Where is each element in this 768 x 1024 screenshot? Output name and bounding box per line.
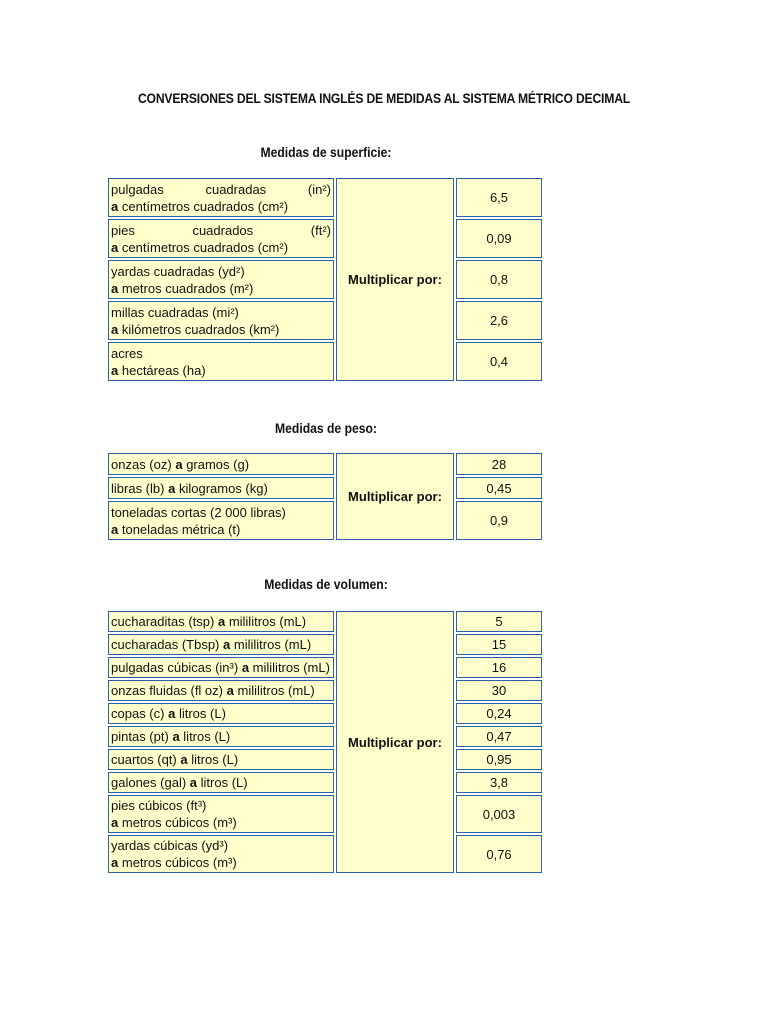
- table-row: [108, 301, 542, 340]
- conversion-value: 16: [456, 657, 542, 678]
- from-unit: cuartos (qt): [111, 752, 177, 767]
- row-label: [108, 260, 334, 299]
- to-unit: metros cúbicos (m³): [121, 815, 237, 830]
- row-label: [108, 301, 334, 340]
- to-unit: metros cúbicos (m³): [121, 855, 237, 870]
- row-label: [108, 703, 334, 724]
- connector-word: a: [111, 198, 119, 214]
- connector-word: a: [111, 321, 119, 337]
- conversion-value: 3,8: [456, 772, 542, 793]
- to-unit: mililitros (mL): [233, 637, 312, 652]
- from-word: (in²): [307, 181, 331, 197]
- to-unit: toneladas métrica (t): [121, 521, 241, 537]
- to-unit: kilogramos (kg): [178, 480, 268, 496]
- row-label: [108, 219, 334, 258]
- to-unit: litros (L): [191, 752, 239, 767]
- conversion-value: 0,45: [456, 477, 542, 499]
- from-unit: pies cúbicos (ft³): [111, 798, 207, 813]
- row-label: [108, 749, 334, 770]
- table-row: [108, 749, 542, 770]
- from-word: pulgadas: [111, 181, 164, 197]
- connector-word: a: [111, 362, 119, 378]
- to-unit: metros cuadrados (m²): [121, 280, 254, 296]
- from-unit: libras (lb): [111, 480, 165, 496]
- connector-word: a: [111, 280, 119, 296]
- connector-word: a: [168, 706, 176, 721]
- row-label: [108, 477, 334, 499]
- connector-word: a: [111, 855, 119, 870]
- table-row: [108, 477, 542, 499]
- conversion-value: 0,8: [456, 260, 542, 299]
- table-row: [108, 795, 542, 833]
- from-unit: pulgadas cúbicas (in³): [111, 660, 239, 675]
- conversion-value: 0,09: [456, 219, 542, 258]
- table-row: [108, 611, 542, 632]
- row-label: [108, 772, 334, 793]
- connector-word: a: [241, 660, 250, 675]
- table-row: [108, 260, 542, 299]
- table-row: [108, 501, 542, 540]
- conversion-value: 0,47: [456, 726, 542, 747]
- row-label: [108, 680, 334, 701]
- row-label: [108, 634, 334, 655]
- multiplier-label: Multiplicar por:: [336, 178, 454, 381]
- row-label: [108, 453, 334, 475]
- to-unit: mililitros (mL): [237, 683, 315, 698]
- to-unit: centímetros cuadrados (cm²): [121, 239, 289, 255]
- table-row: [108, 835, 542, 873]
- row-label: [108, 835, 334, 873]
- row-label: [108, 726, 334, 747]
- from-unit: onzas (oz): [111, 456, 172, 472]
- from-unit: toneladas cortas (2 000 libras): [111, 504, 286, 520]
- row-label: [108, 501, 334, 540]
- from-unit: cucharadas (Tbsp): [111, 637, 220, 652]
- connector-word: a: [217, 614, 226, 629]
- row-label: [108, 178, 334, 217]
- section-heading-volumen: Medidas de volumen:: [264, 577, 388, 592]
- conversion-value: 30: [456, 680, 542, 701]
- conversion-value: 0,9: [456, 501, 542, 540]
- table-row: [108, 342, 542, 381]
- conversion-value: 6,5: [456, 178, 542, 217]
- table-row: [108, 634, 542, 655]
- conversion-value: 2,6: [456, 301, 542, 340]
- to-unit: litros (L): [178, 706, 226, 721]
- page-title: CONVERSIONES DEL SISTEMA INGLÉS DE MEDIDAS AL SISTEMA MÉTRICO DECIMAL: [137, 91, 631, 106]
- to-unit: hectáreas (ha): [121, 362, 206, 378]
- connector-word: a: [226, 683, 234, 698]
- from-unit: pintas (pt): [111, 729, 169, 744]
- from-word: cuadradas: [205, 181, 267, 197]
- from-word: (ft²): [310, 222, 331, 238]
- table-row: [108, 680, 542, 701]
- connector-word: a: [111, 239, 119, 255]
- to-unit: centímetros cuadrados (cm²): [121, 198, 289, 214]
- table-row: [108, 453, 542, 475]
- to-unit: gramos (g): [186, 456, 250, 472]
- conversion-value: 0,24: [456, 703, 542, 724]
- table-superficie: [106, 176, 544, 383]
- connector-word: a: [111, 521, 119, 537]
- row-label: [108, 795, 334, 833]
- conversion-value: 0,003: [456, 795, 542, 833]
- connector-word: a: [172, 729, 180, 744]
- connector-word: a: [168, 480, 176, 496]
- row-label: [108, 611, 334, 632]
- connector-word: a: [223, 637, 231, 652]
- from-unit: galones (gal): [111, 775, 187, 790]
- table-row: [108, 703, 542, 724]
- conversion-value: 5: [456, 611, 542, 632]
- to-unit: kilómetros cuadrados (km²): [121, 321, 280, 337]
- conversion-value: 0,4: [456, 342, 542, 381]
- connector-word: a: [189, 775, 198, 790]
- conversion-value: 28: [456, 453, 542, 475]
- connector-word: a: [175, 456, 183, 472]
- table-row: [108, 657, 542, 678]
- connector-word: a: [111, 815, 119, 830]
- section-heading-peso: Medidas de peso:: [275, 421, 377, 436]
- table-volumen: [106, 609, 544, 875]
- row-label: [108, 657, 334, 678]
- from-unit: onzas fluidas (fl oz): [111, 683, 223, 698]
- conversion-value: 0,76: [456, 835, 542, 873]
- section-heading-superficie: Medidas de superficie:: [260, 145, 392, 160]
- table-peso: [106, 451, 544, 542]
- row-label: [108, 342, 334, 381]
- from-unit: yardas cúbicas (yd³): [111, 838, 229, 853]
- to-unit: mililitros (mL): [228, 614, 307, 629]
- table-row: [108, 772, 542, 793]
- table-row: [108, 219, 542, 258]
- multiplier-label: Multiplicar por:: [336, 611, 454, 873]
- from-word: pies: [111, 222, 135, 238]
- multiplier-label: Multiplicar por:: [336, 453, 454, 540]
- to-unit: litros (L): [200, 775, 248, 790]
- conversion-value: 15: [456, 634, 542, 655]
- from-unit: yardas cuadradas (yd²): [111, 263, 245, 279]
- connector-word: a: [180, 752, 188, 767]
- to-unit: litros (L): [183, 729, 231, 744]
- table-row: [108, 178, 542, 217]
- table-row: [108, 726, 542, 747]
- from-word: cuadrados: [192, 222, 254, 238]
- from-unit: acres: [111, 345, 143, 361]
- conversion-value: 0,95: [456, 749, 542, 770]
- to-unit: mililitros (mL): [252, 660, 330, 675]
- from-unit: millas cuadradas (mi²): [111, 304, 239, 320]
- from-unit: copas (c): [111, 706, 165, 721]
- from-unit: cucharaditas (tsp): [111, 614, 215, 629]
